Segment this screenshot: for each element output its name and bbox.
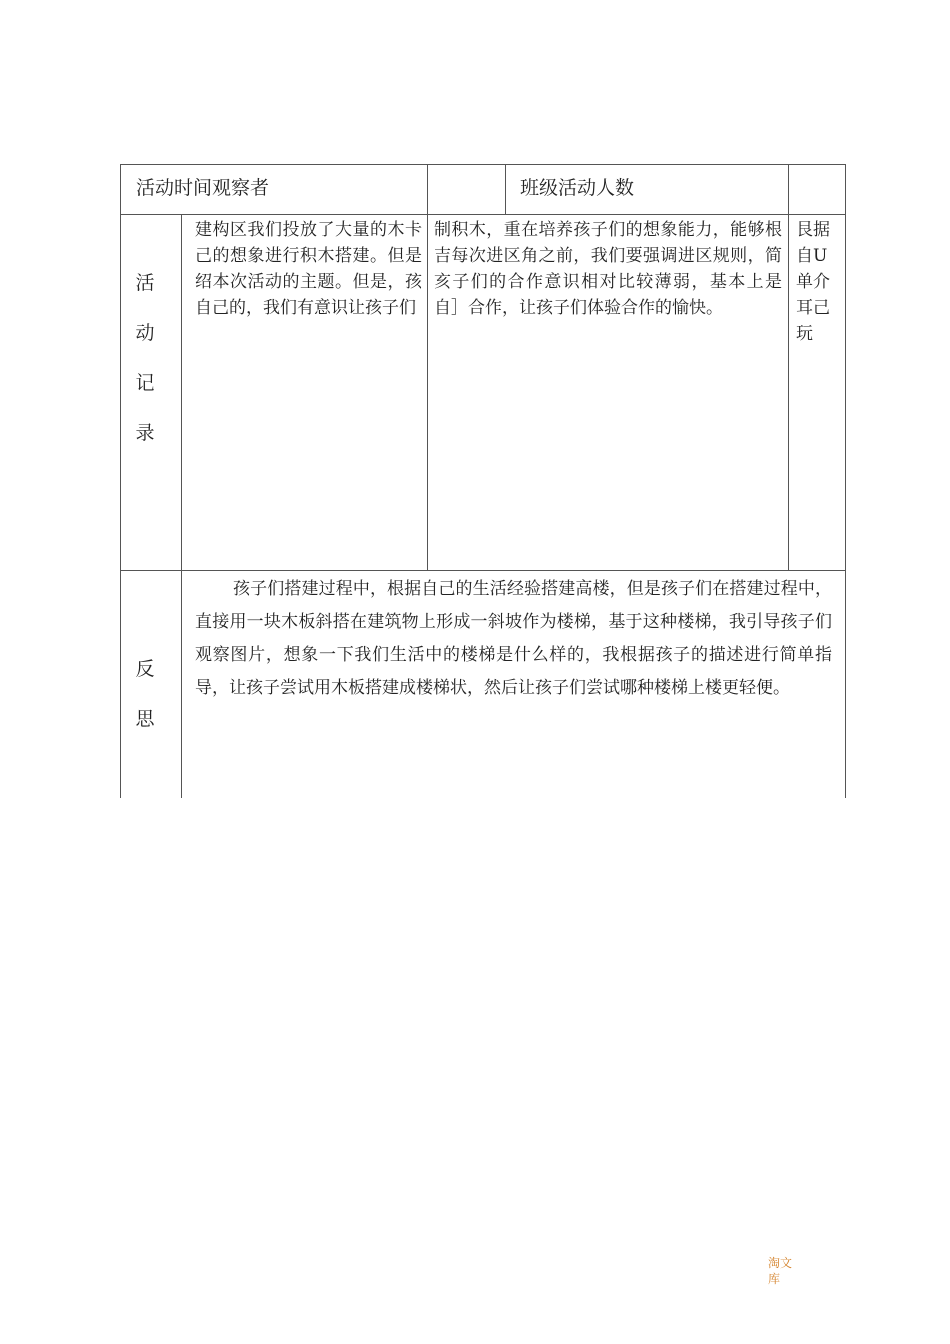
header-cell-class-count: 班级活动人数 xyxy=(520,177,635,199)
record-row-divider xyxy=(120,570,846,571)
reflection-label-char: 思 xyxy=(135,708,155,730)
header-divider-1 xyxy=(427,164,428,214)
record-label-char: 动 xyxy=(135,322,155,344)
reflection-text: 孩子们搭建过程中，根据自己的生活经验搭建高楼，但是孩子们在搭建过程中，直接用一块木板斜搭在建筑物上形成一斜坡作为楼梯，基于这种楼梯，我引导孩子们观察图片，想象一下我们生活中的楼梯是什么样的，我根据孩子的描述进行简单指导，让孩子尝试用木板搭建成楼梯状，然后让孩子们尝试哪种楼梯上楼更轻便。 xyxy=(195,579,832,698)
record-text-col3: 艮据自U单介耳己玩 xyxy=(796,220,830,344)
record-label xyxy=(130,268,160,468)
header-divider-2 xyxy=(505,164,506,214)
header-cell-time-observer: 活动时间观察者 xyxy=(136,177,270,199)
label-column-divider xyxy=(181,214,182,798)
record-text-col2: 制积木，重在培养孩子们的想象能力，能够根吉每次进区角之前，我们要强调进区规则，简亥子们的合作意识相对比较薄弱，基本上是自］合作，让孩子们体验合作的愉快。 xyxy=(434,220,782,318)
right-column-divider xyxy=(788,164,789,570)
table-border-top xyxy=(120,164,846,165)
header-row-divider xyxy=(120,214,846,215)
reflection-label-char: 反 xyxy=(135,658,155,680)
reflection-label xyxy=(130,654,160,754)
record-divider-2 xyxy=(427,214,428,570)
record-label-char: 活 xyxy=(135,272,155,294)
watermark-logo-text: 淘文库 xyxy=(768,1256,793,1286)
record-text-col1: 建构区我们投放了大量的木卡己的想象进行积木搭建。但是绍本次活动的主题。但是，孩自己的，我们有意识让孩子们 xyxy=(195,220,422,318)
record-label-char: 录 xyxy=(135,422,155,444)
table-border-left xyxy=(120,164,121,798)
table-border-right xyxy=(845,164,846,798)
record-label-char: 记 xyxy=(135,372,155,394)
